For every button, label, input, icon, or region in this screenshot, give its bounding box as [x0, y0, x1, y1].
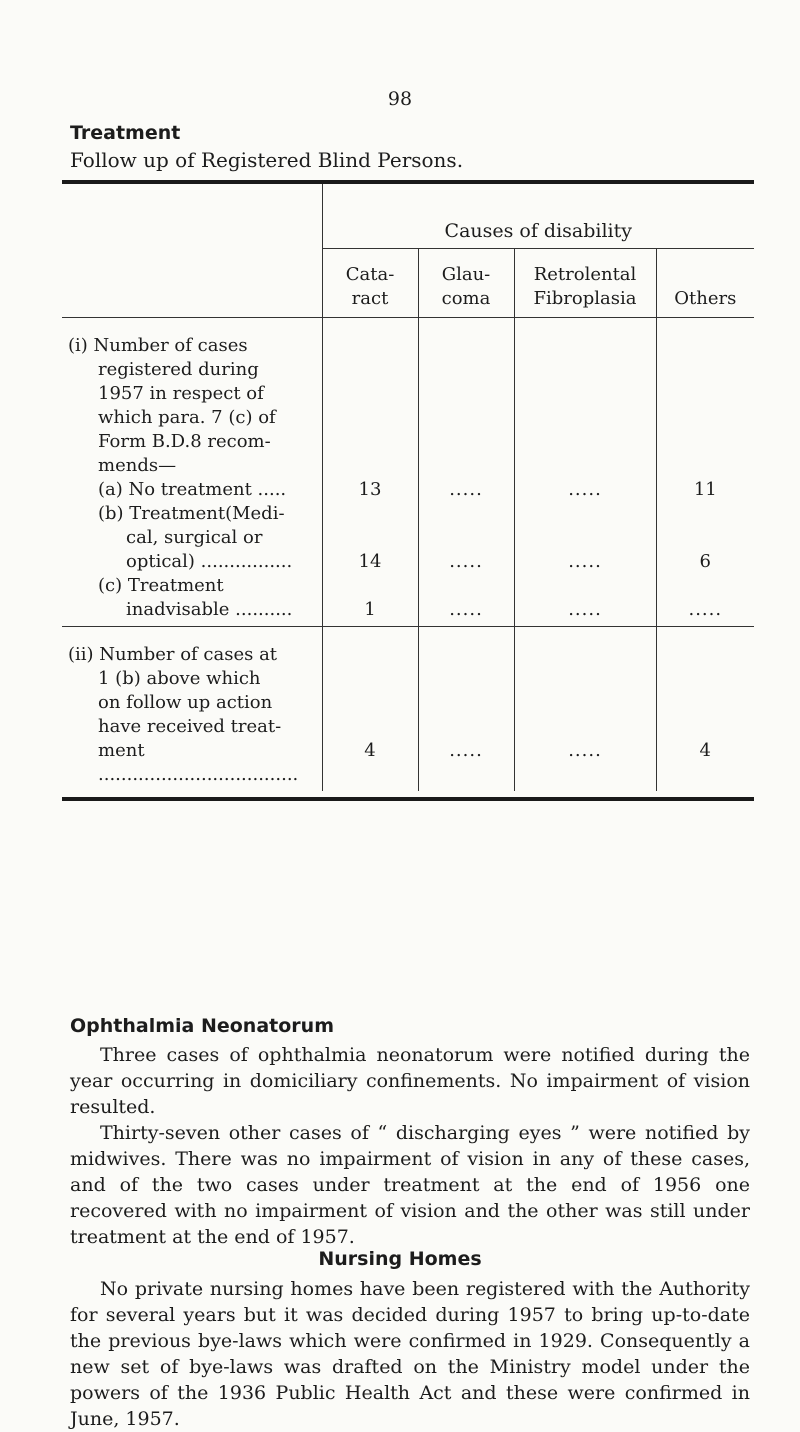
section-heading-treatment: Treatment: [70, 122, 181, 144]
item-b-label: (b) Treatment(Medi-: [98, 503, 285, 524]
cell-others-row1: 11 6 .....: [656, 318, 754, 627]
table-bottom-rule: [62, 797, 754, 801]
column-header-glaucoma: Glau- coma: [418, 249, 514, 318]
section-heading-ophthalmia: Ophthalmia Neonatorum: [70, 1015, 334, 1037]
table-caption: Follow up of Registered Blind Persons.: [70, 148, 464, 172]
paragraph: No private nursing homes have been registered with the Authority for several years but it was decided during 1957 to bring up-to-date the previous bye-laws which were confirmed in 1929. Consequently a new set of bye-laws was drafted on the Ministry model under the powers of the 1936 Public Health Act and these were confirmed in June, 1957.: [70, 1278, 750, 1430]
cell-retrolental-row1: ..... ..... .....: [514, 318, 656, 627]
nursing-homes-text: [70, 1276, 750, 1430]
item-a-label: (a) No treatment .....: [98, 479, 287, 500]
column-header-others: Others: [656, 249, 754, 318]
cell-glaucoma-row1: ..... ..... .....: [418, 318, 514, 627]
item-c-label: (c) Treatment: [98, 575, 224, 596]
ophthalmia-text: [70, 1042, 750, 1250]
row-stub-follow-up-treated: (ii) Number of cases at 1 (b) above which on follow up action have received treat- ment ...................................: [62, 627, 322, 792]
cell-cataract-row2: 4: [322, 627, 418, 792]
cell-cataract-row1: 13 14 1: [322, 318, 418, 627]
cell-glaucoma-row2: .....: [418, 627, 514, 792]
paragraph: Thirty-seven other cases of “ discharging eyes ” were notified by midwives. There was no impairment of vision in any of these cases, and of the two cases under treatment at the end of 1956 one recovered with no impairment of vision and the other was still under treatment at the end of 1957.: [70, 1122, 750, 1248]
row-stub-number-registered: (i) Number of cases registered during 1957 in respect of which para. 7 (c) of Form B.D.8 recom- mends— (a) No treatment ..... (b) Treatment(Medi- cal, surgical or optical) ................ (c) Treatment inadvisable ..........: [62, 318, 322, 627]
causes-group-header: Causes of disability: [322, 184, 754, 249]
section-heading-nursing-homes: Nursing Homes: [318, 1248, 482, 1270]
cell-others-row2: 4: [656, 627, 754, 792]
column-header-retrolental-fibroplasia: Retrolental Fibroplasia: [514, 249, 656, 318]
paragraph: Three cases of ophthalmia neonatorum were notified during the year occurring in domiciliary confinements. No impairment of vision resulted.: [70, 1044, 750, 1118]
page-number: 98: [387, 88, 413, 110]
column-header-cataract: Cata- ract: [322, 249, 418, 318]
disability-table: [62, 180, 754, 801]
cell-retrolental-row2: .....: [514, 627, 656, 792]
